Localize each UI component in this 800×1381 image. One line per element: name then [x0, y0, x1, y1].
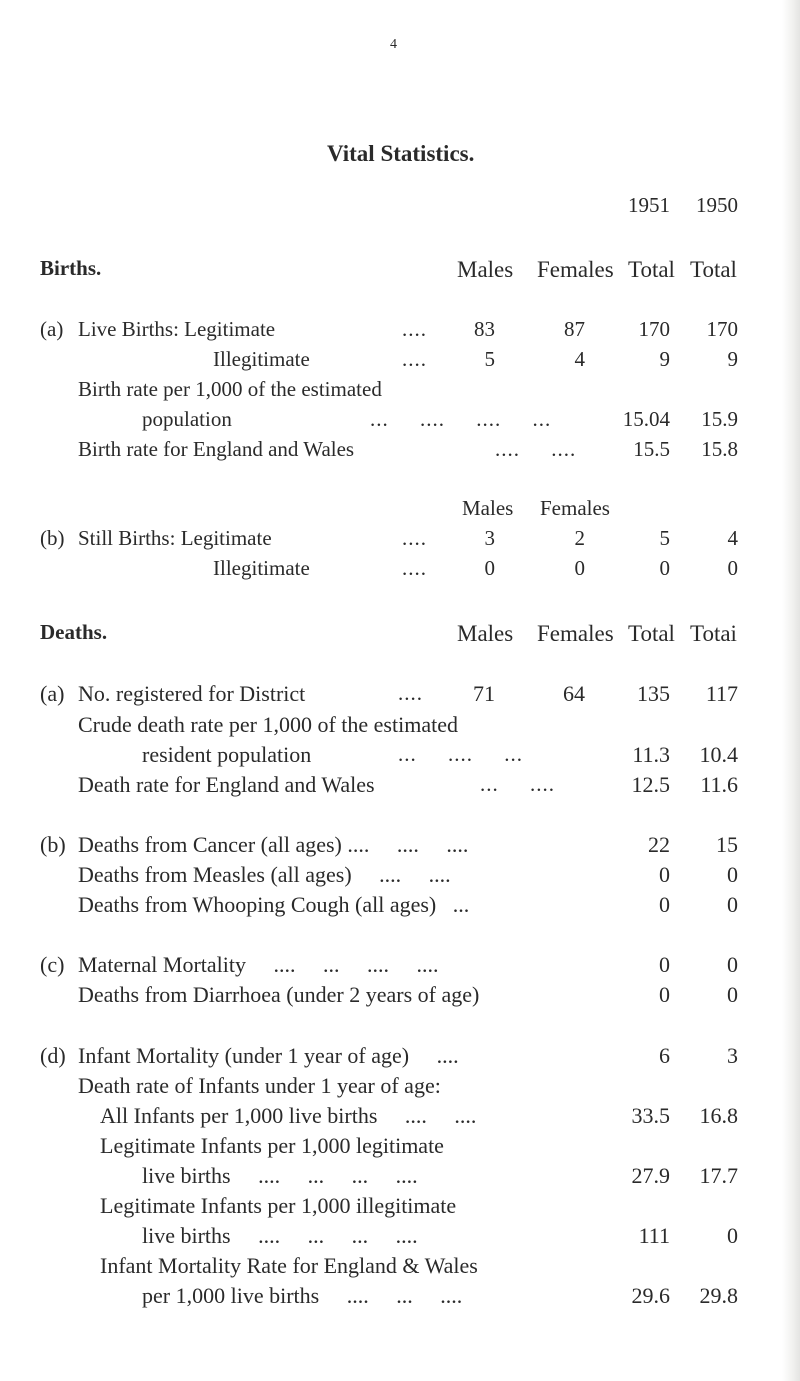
- deaths-heading: Deaths.: [40, 620, 108, 644]
- live-births-legit-label: Live Births: Legitimate: [78, 317, 276, 341]
- cancer-label: Deaths from Cancer (all ages) .... .... ....: [78, 832, 469, 857]
- ew-infant-total: 29.6: [631, 1283, 670, 1308]
- live-births-label: live births .... ... ... ....: [142, 1163, 418, 1188]
- per-1000-label: per 1,000 live births .... ... ....: [142, 1283, 463, 1308]
- still-births-legit-label: Still Births: Legitimate: [78, 526, 272, 550]
- live-legit-prev: 170: [706, 317, 738, 341]
- registered-total: 135: [637, 681, 670, 706]
- all-infants-total: 33.5: [631, 1103, 670, 1128]
- leader-dots: ... .... .... ...: [370, 407, 552, 431]
- leader-dots: ....: [402, 317, 427, 341]
- illegit-infants-total: 111: [638, 1223, 670, 1248]
- measles-prev: 0: [727, 862, 738, 887]
- live-illegit-females: 4: [574, 347, 585, 371]
- still-illegit-total: 0: [659, 556, 670, 580]
- ew-infant-prev: 29.8: [699, 1283, 738, 1308]
- ew-death-rate-prev: 11.6: [700, 772, 738, 797]
- year-1951-header: 1951: [628, 193, 670, 217]
- crude-rate-total: 11.3: [632, 742, 670, 767]
- registered-label: No. registered for District: [78, 681, 306, 706]
- still-legit-prev: 4: [727, 526, 738, 550]
- leader-dots: .... ....: [495, 437, 577, 461]
- deaths-col-total: Total: [628, 621, 675, 646]
- legit-infants-label: Legitimate Infants per 1,000 legitimate: [100, 1133, 444, 1158]
- still-legit-females: 2: [574, 526, 585, 550]
- births-col-total: Total: [628, 257, 675, 282]
- year-1950-header: 1950: [696, 193, 738, 217]
- births-col-total-prev: Total: [690, 257, 737, 282]
- population-label: population: [142, 407, 232, 431]
- live-illegit-prev: 9: [727, 347, 738, 371]
- live-births-illegit-label: Illegitimate: [213, 347, 310, 371]
- births-col-males: Males: [457, 257, 514, 282]
- diarrhoea-prev: 0: [727, 982, 738, 1007]
- registered-prev: 117: [705, 681, 738, 706]
- ew-birth-rate-prev: 15.8: [701, 437, 738, 461]
- whooping-cough-label: Deaths from Whooping Cough (all ages) ...: [78, 892, 470, 917]
- births-b-label: (b): [40, 526, 65, 550]
- leader-dots: ....: [398, 681, 423, 705]
- live-legit-females: 87: [564, 317, 585, 341]
- diarrhoea-label: Deaths from Diarrhoea (under 2 years of age): [78, 982, 480, 1007]
- deaths-col-total-prev: Totai: [690, 621, 737, 646]
- still-illegit-prev: 0: [727, 556, 738, 580]
- ew-death-rate-label: Death rate for England and Wales: [78, 772, 375, 797]
- live-illegit-total: 9: [659, 347, 670, 371]
- ew-birth-rate-label: Birth rate for England and Wales: [78, 437, 355, 461]
- page-number: 4: [390, 37, 397, 52]
- births-col-females: Females: [537, 257, 614, 282]
- illegit-infants-prev: 0: [727, 1223, 738, 1248]
- birth-rate-prev: 15.9: [701, 407, 738, 431]
- deaths-col-females: Females: [537, 621, 614, 646]
- live-births-label: live births .... ... ... ....: [142, 1223, 418, 1248]
- infant-death-rate-label: Death rate of Infants under 1 year of age:: [78, 1073, 441, 1098]
- leader-dots: ... ....: [480, 772, 555, 796]
- infant-mortality-prev: 3: [727, 1043, 738, 1068]
- whooping-cough-total: 0: [659, 892, 670, 917]
- legit-infants-prev: 17.7: [699, 1163, 738, 1188]
- still-births-illegit-label: Illegitimate: [213, 556, 310, 580]
- ew-death-rate-total: 12.5: [631, 772, 670, 797]
- legit-infants-total: 27.9: [631, 1163, 670, 1188]
- maternal-total: 0: [659, 952, 670, 977]
- cancer-total: 22: [648, 832, 670, 857]
- crude-rate-label: Crude death rate per 1,000 of the estimated: [78, 712, 458, 737]
- still-illegit-males: 0: [484, 556, 495, 580]
- deaths-c-label: (c): [40, 952, 65, 977]
- still-illegit-females: 0: [574, 556, 585, 580]
- deaths-d-label: (d): [40, 1043, 66, 1068]
- still-legit-total: 5: [659, 526, 670, 550]
- page-title: Vital Statistics.: [327, 141, 475, 166]
- measles-total: 0: [659, 862, 670, 887]
- birth-rate-label: Birth rate per 1,000 of the estimated: [78, 377, 382, 401]
- ew-birth-rate-total: 15.5: [633, 437, 670, 461]
- maternal-prev: 0: [727, 952, 738, 977]
- registered-males: 71: [473, 681, 495, 706]
- births-a-label: (a): [40, 317, 64, 341]
- birth-rate-total: 15.04: [622, 407, 670, 431]
- leader-dots: ... .... ...: [398, 742, 523, 766]
- crude-rate-prev: 10.4: [699, 742, 738, 767]
- all-infants-prev: 16.8: [699, 1103, 738, 1128]
- registered-females: 64: [563, 681, 585, 706]
- births-heading: Births.: [40, 256, 102, 280]
- leader-dots: ....: [402, 347, 427, 371]
- diarrhoea-total: 0: [659, 982, 670, 1007]
- illegit-infants-label: Legitimate Infants per 1,000 illegitimate: [100, 1193, 457, 1218]
- live-legit-males: 83: [474, 317, 495, 341]
- still-col-females: Females: [540, 496, 610, 520]
- whooping-cough-prev: 0: [727, 892, 738, 917]
- leader-dots: ....: [402, 556, 427, 580]
- measles-label: Deaths from Measles (all ages) .... ....: [78, 862, 451, 887]
- cancer-prev: 15: [716, 832, 738, 857]
- maternal-mortality-label: Maternal Mortality .... ... .... ....: [78, 952, 439, 977]
- still-legit-males: 3: [484, 526, 495, 550]
- deaths-a-label: (a): [40, 681, 65, 706]
- live-illegit-males: 5: [484, 347, 495, 371]
- infant-mortality-total: 6: [659, 1043, 670, 1068]
- deaths-b-label: (b): [40, 832, 66, 857]
- all-infants-label: All Infants per 1,000 live births .... ....: [100, 1103, 477, 1128]
- ew-infant-mortality-label: Infant Mortality Rate for England & Wales: [100, 1253, 478, 1278]
- page-edge-shadow: [782, 0, 800, 1381]
- live-legit-total: 170: [638, 317, 670, 341]
- leader-dots: ....: [402, 526, 427, 550]
- resident-population-label: resident population: [142, 742, 312, 767]
- still-col-males: Males: [462, 496, 514, 520]
- infant-mortality-label: Infant Mortality (under 1 year of age) ....: [78, 1043, 459, 1068]
- deaths-col-males: Males: [457, 621, 514, 646]
